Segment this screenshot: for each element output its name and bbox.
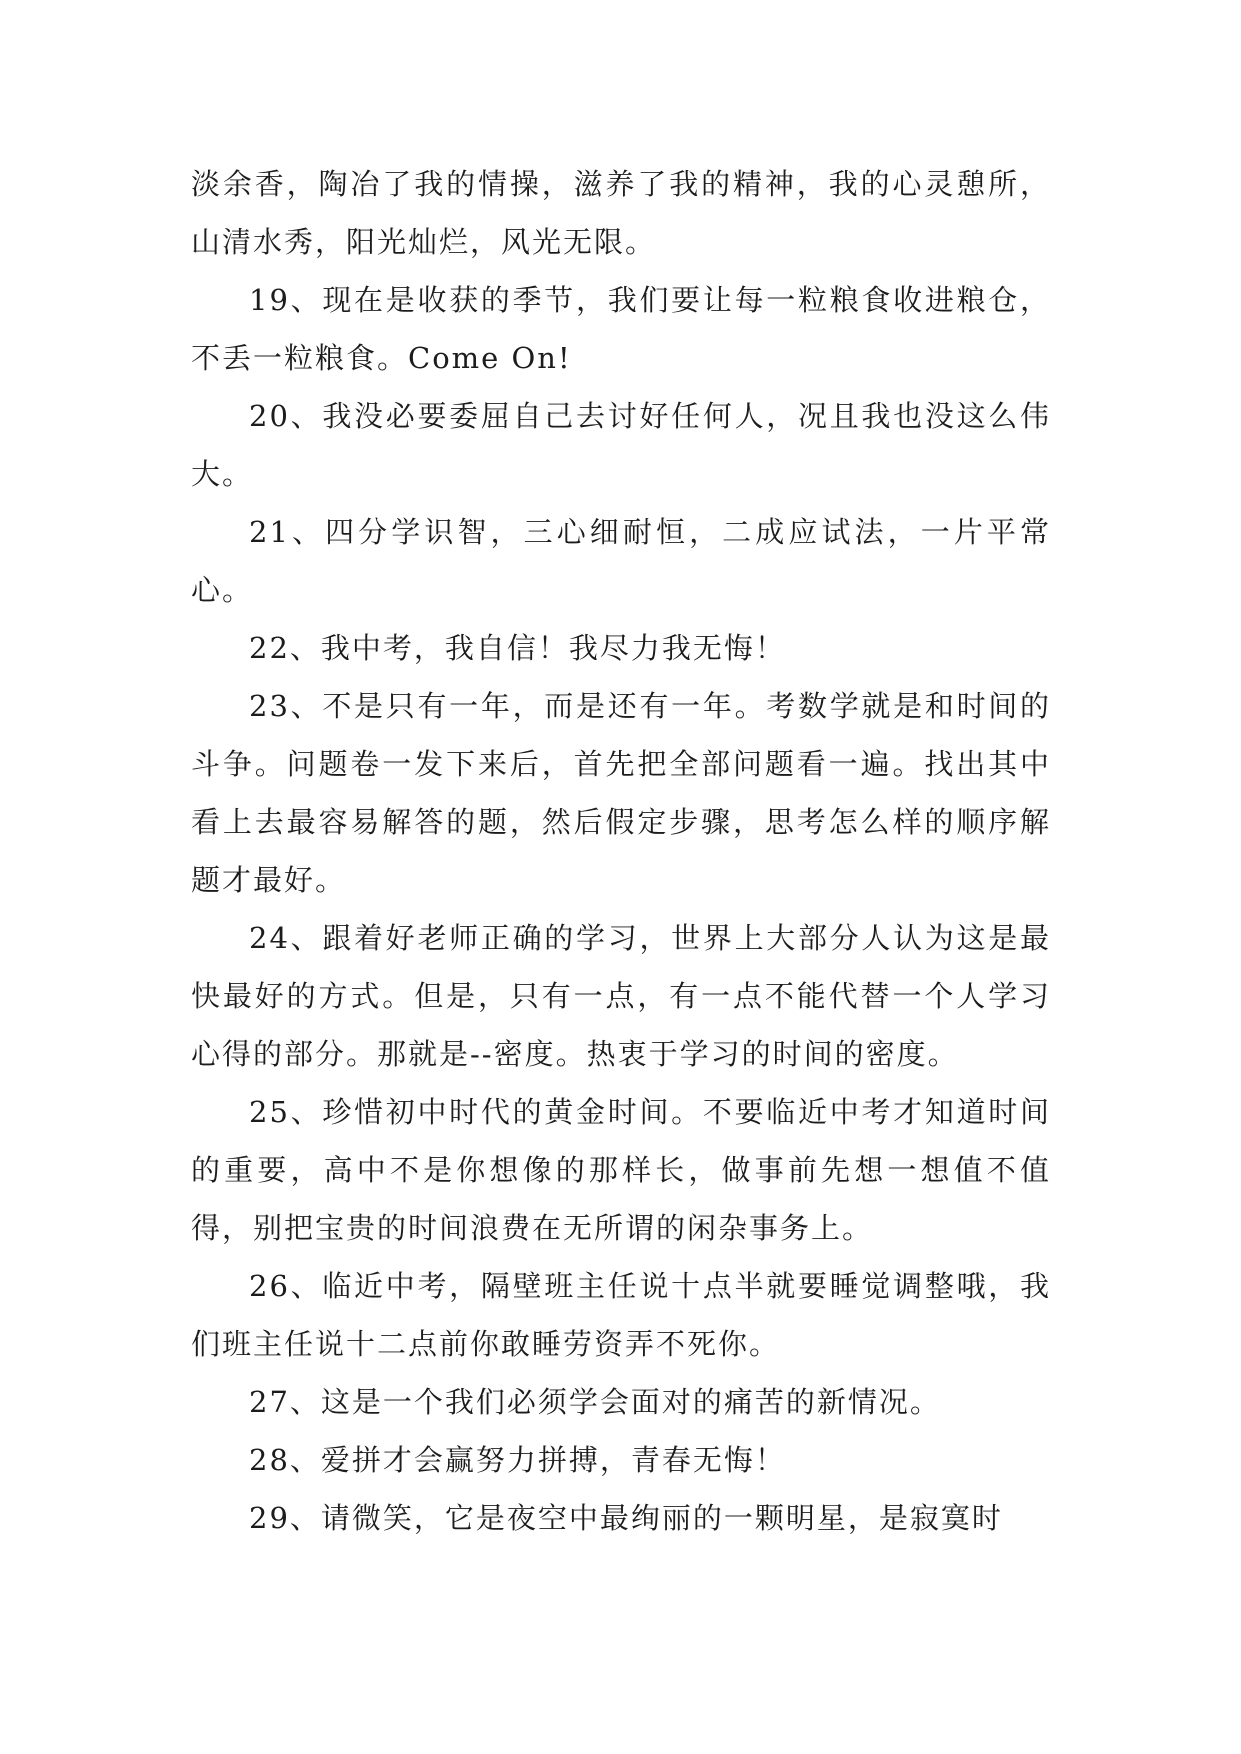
document-body [191, 155, 1051, 1547]
paragraph-item-21: 21、四分学识智，三心细耐恒，二成应试法，一片平常心。 [191, 515, 1051, 607]
paragraph-item-24: 24、跟着好老师正确的学习，世界上大部分人认为这是最快最好的方式。但是，只有一点，有一点不能代替一个人学习心得的部分。那就是--密度。热衷于学习的时间的密度。 [191, 921, 1051, 1071]
paragraph-item-27: 27、这是一个我们必须学会面对的痛苦的新情况。 [249, 1385, 941, 1419]
paragraph-item-29: 29、请微笑，它是夜空中最绚丽的一颗明星，是寂寞时 [249, 1501, 1003, 1535]
paragraph-continuation: 淡余香，陶冶了我的情操，滋养了我的精神，我的心灵憩所，山清水秀，阳光灿烂，风光无限。 [191, 167, 1051, 259]
paragraph-item-23: 23、不是只有一年，而是还有一年。考数学就是和时间的斗争。问题卷一发下来后，首先把全部问题看一遍。找出其中看上去最容易解答的题，然后假定步骤，思考怎么样的顺序解题才最好。 [191, 689, 1051, 897]
paragraph-item-19: 19、现在是收获的季节，我们要让每一粒粮食收进粮仓，不丢一粒粮食。Come On! [191, 283, 1051, 375]
paragraph-item-25: 25、珍惜初中时代的黄金时间。不要临近中考才知道时间的重要，高中不是你想像的那样长，做事前先想一想值不值得，别把宝贵的时间浪费在无所谓的闲杂事务上。 [191, 1095, 1051, 1245]
paragraph-item-26: 26、临近中考，隔壁班主任说十点半就要睡觉调整哦，我们班主任说十二点前你敢睡劳资弄不死你。 [191, 1269, 1051, 1361]
paragraph-item-20: 20、我没必要委屈自己去讨好任何人，况且我也没这么伟大。 [191, 399, 1051, 491]
paragraph-item-28: 28、爱拼才会赢努力拼搏，青春无悔！ [249, 1443, 786, 1477]
paragraph-item-22: 22、我中考，我自信！我尽力我无悔！ [249, 631, 786, 665]
